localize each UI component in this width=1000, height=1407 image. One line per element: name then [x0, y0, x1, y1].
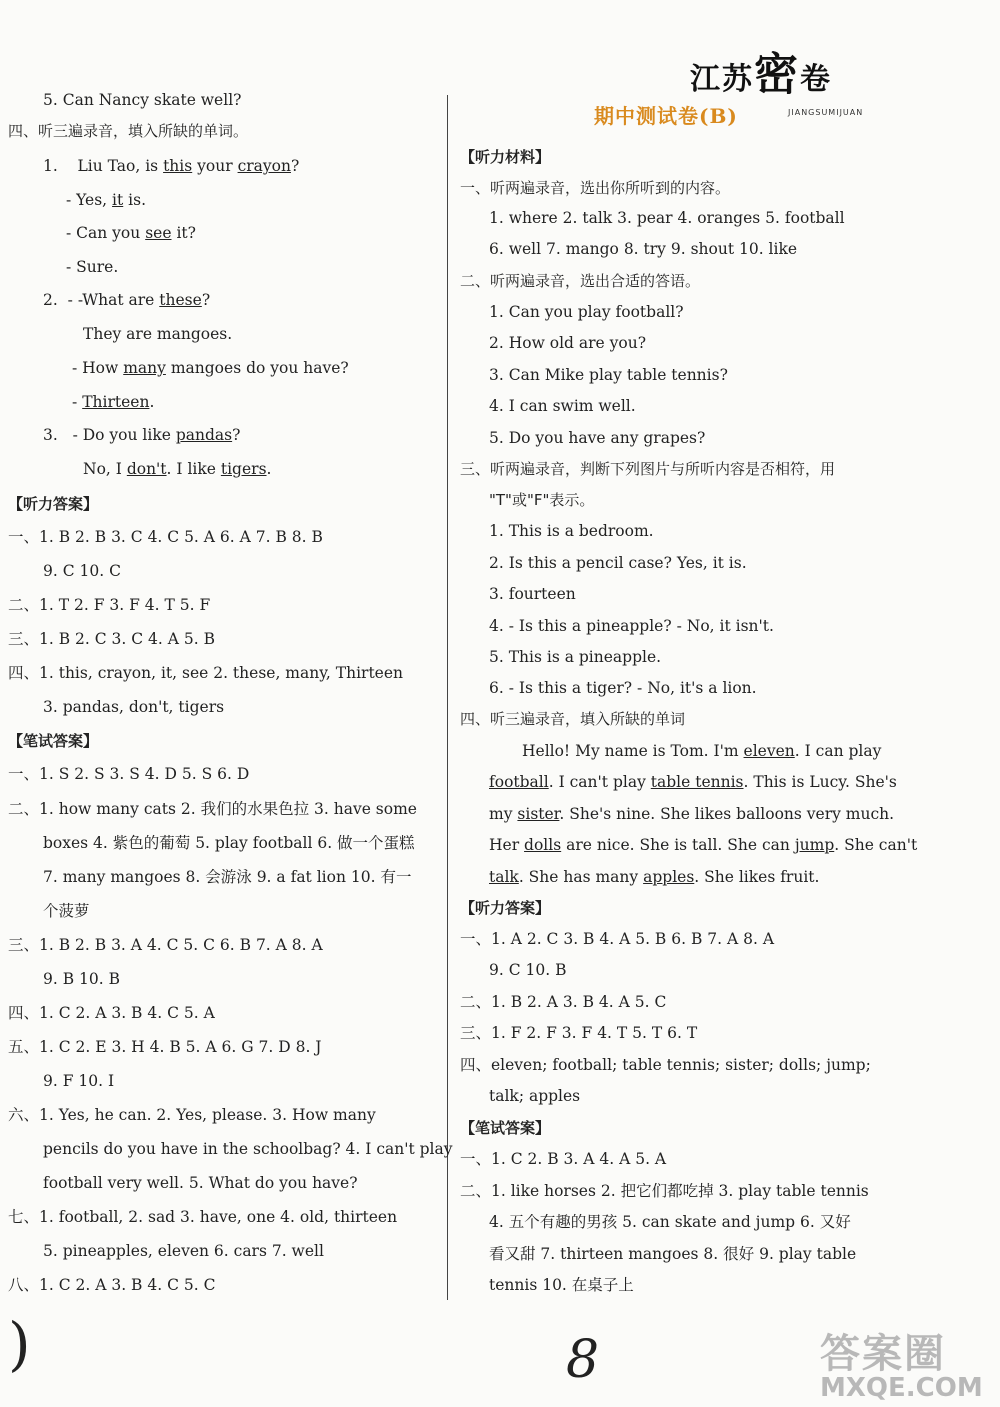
material-line: 5. This is a pineapple. [489, 648, 662, 666]
answer-line: football very well. 5. What do you have? [43, 1174, 358, 1192]
heading-written-answers: 【笔试答案】 [460, 1119, 551, 1137]
handwritten-mark: ) [8, 1310, 31, 1378]
answer-line: 三、1. F 2. F 3. F 4. T 5. T 6. T [460, 1024, 698, 1042]
answer-line: 7. many mangoes 8. 会游泳 9. a fat lion 10. 有一 [43, 868, 412, 886]
answer-line: 八、1. C 2. A 3. B 4. C 5. C [8, 1276, 216, 1294]
dialog-line: 3. - Do you like pandas? [43, 426, 241, 444]
material-line: 4. - Is this a pineapple? - No, it isn't. [489, 617, 774, 635]
material-line: 6. - Is this a tiger? - No, it's a lion. [489, 679, 757, 697]
question-line: 5. Can Nancy skate well? [43, 91, 242, 109]
column-divider [447, 95, 448, 1300]
answer-line: 看又甜 7. thirteen mangoes 8. 很好 9. play table [489, 1245, 857, 1263]
handwritten-page-number: 8 [566, 1330, 600, 1390]
answer-line: talk; apples [489, 1087, 581, 1105]
passage-line: football. I can't play table tennis. This is Lucy. She's [489, 773, 897, 791]
material-line: 2. How old are you? [489, 334, 647, 352]
section-heading: 四、听三遍录音，填入所缺的单词。 [8, 122, 249, 140]
material-line: 4. I can swim well. [489, 397, 636, 415]
answer-line: 二、1. T 2. F 3. F 4. T 5. F [8, 596, 211, 614]
answer-line: 一、1. C 2. B 3. A 4. A 5. A [460, 1150, 667, 1168]
answer-line: 六、1. Yes, he can. 2. Yes, please. 3. How many [8, 1106, 376, 1124]
dialog-line: 1. Liu Tao, is this your crayon? [43, 157, 300, 175]
dialog-line: 2. - -What are these? [43, 291, 211, 309]
section-heading: 二、听两遍录音，选出合适的答语。 [460, 272, 701, 290]
answer-line: 一、1. B 2. B 3. C 4. C 5. A 6. A 7. B 8. B [8, 528, 323, 546]
answer-line: boxes 4. 紫色的葡萄 5. play football 6. 做一个蛋糕 [43, 834, 415, 852]
heading-written-answers: 【笔试答案】 [8, 732, 99, 750]
answer-line: 个菠萝 [43, 902, 90, 920]
answer-line: 五、1. C 2. E 3. H 4. B 5. A 6. G 7. D 8. J [8, 1038, 322, 1056]
answer-line: 9. B 10. B [43, 970, 121, 988]
section-heading: 一、听两遍录音，选出你所听到的内容。 [460, 179, 731, 197]
brand-logo [690, 38, 864, 117]
watermark [820, 1322, 983, 1403]
material-line: 2. Is this a pencil case? Yes, it is. [489, 554, 747, 572]
answer-line: 三、1. B 2. B 3. A 4. C 5. C 6. B 7. A 8. A [8, 936, 323, 954]
material-line: 1. Can you play football? [489, 303, 684, 321]
passage-line: Her dolls are nice. She is tall. She can jump. She can't [489, 836, 918, 854]
dialog-line: They are mangoes. [83, 325, 233, 343]
section-heading: 四、听三遍录音，填入所缺的单词 [460, 710, 686, 728]
answer-line: 一、1. A 2. C 3. B 4. A 5. B 6. B 7. A 8. A [460, 930, 775, 948]
brand-pinyin: JIANGSUMIJUAN [788, 108, 864, 117]
answer-line: 二、1. like horses 2. 把它们都吃掉 3. play table tennis [460, 1182, 869, 1200]
answer-line: 4. 五个有趣的男孩 5. can skate and jump 6. 又好 [489, 1213, 851, 1231]
test-title: 期中测试卷(B) [594, 104, 738, 128]
watermark-url: MXQE.COM [820, 1373, 983, 1403]
answer-line: 9. F 10. I [43, 1072, 115, 1090]
dialog-line: - How many mangoes do you have? [72, 359, 349, 377]
material-line: 1. where 2. talk 3. pear 4. oranges 5. football [489, 209, 845, 227]
answer-line: 七、1. football, 2. sad 3. have, one 4. old, thirteen [8, 1208, 398, 1226]
dialog-line: - Can you see it? [66, 224, 196, 242]
answer-line: 四、1. this, crayon, it, see 2. these, many, Thirteen [8, 664, 404, 682]
dialog-line: No, I don't. I like tigers. [83, 460, 272, 478]
answer-line: 二、1. how many cats 2. 我们的水果色拉 3. have some [8, 800, 417, 818]
dialog-line: - Thirteen. [72, 393, 155, 411]
answer-line: 3. pandas, don't, tigers [43, 698, 225, 716]
material-line: 6. well 7. mango 8. try 9. shout 10. like [489, 240, 798, 258]
answer-line: 二、1. B 2. A 3. B 4. A 5. C [460, 993, 667, 1011]
section-heading: "T"或"F"表示。 [489, 491, 595, 509]
answer-line: 四、eleven; football; table tennis; sister; dolls; jump; [460, 1056, 871, 1074]
section-heading: 三、听两遍录音，判断下列图片与所听内容是否相符，用 [460, 460, 836, 478]
answer-line: 三、1. B 2. C 3. C 4. A 5. B [8, 630, 215, 648]
passage-line: my sister. She's nine. She likes balloons very much. [489, 805, 895, 823]
answer-line: tennis 10. 在桌子上 [489, 1276, 634, 1294]
answer-line: 9. C 10. B [489, 961, 567, 979]
answer-line: pencils do you have in the schoolbag? 4. I can't play [43, 1140, 453, 1158]
brand-title: 江苏密卷 [690, 49, 832, 100]
dialog-line: - Yes, it is. [66, 191, 147, 209]
answer-line: 一、1. S 2. S 3. S 4. D 5. S 6. D [8, 765, 250, 783]
answer-line: 5. pineapples, eleven 6. cars 7. well [43, 1242, 324, 1260]
passage-line: Hello! My name is Tom. I'm eleven. I can play [522, 742, 882, 760]
heading-listening-answers: 【听力答案】 [460, 899, 551, 917]
dialog-line: - Sure. [66, 258, 119, 276]
material-line: 3. Can Mike play table tennis? [489, 366, 728, 384]
passage-line: talk. She has many apples. She likes fruit. [489, 868, 820, 886]
material-line: 3. fourteen [489, 585, 576, 603]
material-line: 5. Do you have any grapes? [489, 429, 706, 447]
material-line: 1. This is a bedroom. [489, 522, 654, 540]
heading-listening-material: 【听力材料】 [460, 148, 551, 166]
answer-line: 9. C 10. C [43, 562, 121, 580]
answer-line: 四、1. C 2. A 3. B 4. C 5. A [8, 1004, 215, 1022]
watermark-logo-text: 答案圈 [820, 1331, 946, 1377]
heading-listening-answers: 【听力答案】 [8, 495, 99, 513]
